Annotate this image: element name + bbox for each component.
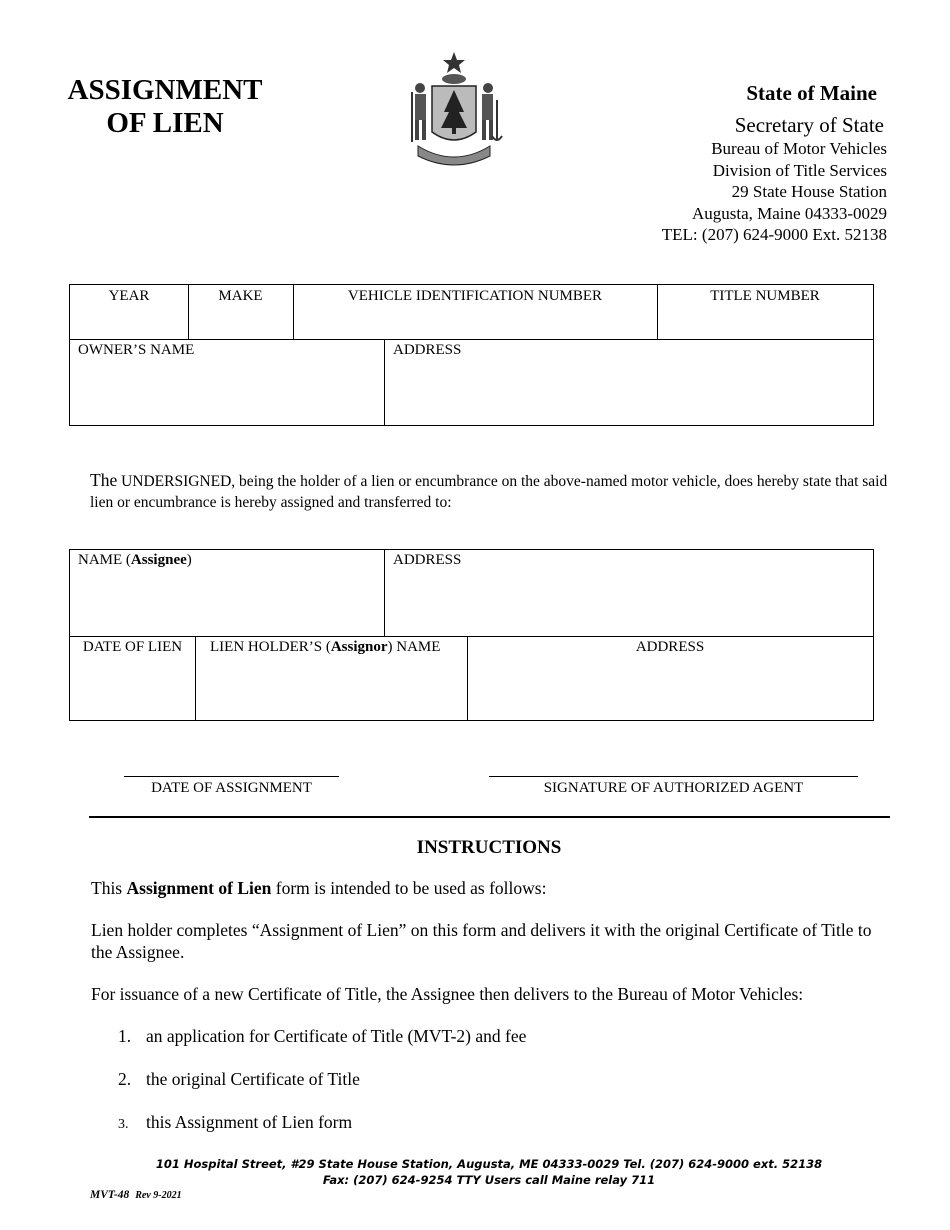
undersigned-statement xyxy=(90,470,890,513)
assignee-table xyxy=(69,549,874,721)
station-address: 29 State House Station xyxy=(731,182,887,201)
list-item xyxy=(118,1069,360,1090)
form-title-line1: ASSIGNMENT xyxy=(67,74,263,106)
assignee-table-divider xyxy=(195,636,196,720)
form-revision: Rev 9-2021 xyxy=(135,1190,182,1201)
date-of-assignment-line[interactable] xyxy=(124,776,339,777)
bureau-name: Bureau of Motor Vehicles xyxy=(711,139,887,158)
holder-name-suffix: ) NAME xyxy=(387,639,441,655)
date-of-lien-field[interactable]: DATE OF LIEN xyxy=(82,639,183,655)
list-item-text: an application for Certificate of Title (MVT-2) and fee xyxy=(146,1026,527,1046)
list-item-number: 1. xyxy=(118,1026,132,1046)
assignee-table-row-divider xyxy=(70,636,873,637)
intro-suffix: form is intended to be used as follows: xyxy=(271,878,547,898)
year-field[interactable]: YEAR xyxy=(108,288,150,304)
vin-field[interactable]: VEHICLE IDENTIFICATION NUMBER xyxy=(347,288,603,304)
lien-holder-address-field[interactable]: ADDRESS xyxy=(635,639,705,655)
signature-line[interactable] xyxy=(489,776,858,777)
instructions-intro xyxy=(91,877,881,899)
footer-line2: Fax: (207) 624-9254 TTY Users call Maine relay 711 xyxy=(322,1173,656,1187)
footer-contact xyxy=(0,1156,950,1188)
state-seal-icon xyxy=(404,50,504,174)
list-item xyxy=(118,1112,352,1133)
city-address: Augusta, Maine 04333-0029 xyxy=(691,203,887,223)
form-code xyxy=(90,1189,182,1201)
assignee-name-prefix: NAME ( xyxy=(78,552,131,568)
instructions-para2: Lien holder completes “Assignment of Lien” on this form and delivers it with the original Certificate of Title to the Assignee. xyxy=(91,920,872,962)
state-name: State of Maine xyxy=(746,81,877,105)
agency-block xyxy=(662,80,887,246)
list-item-text: this Assignment of Lien form xyxy=(146,1112,353,1132)
lien-holder-name-field[interactable] xyxy=(210,638,440,656)
list-item-number: 3. xyxy=(118,1117,129,1132)
department-name: Secretary of State xyxy=(734,113,884,137)
statement-lead: The xyxy=(90,470,118,490)
assignee-address-field[interactable]: ADDRESS xyxy=(393,552,462,568)
holder-name-prefix: LIEN HOLDER’S ( xyxy=(210,639,331,655)
holder-name-bold: Assignor xyxy=(330,639,388,655)
assignee-name-suffix: ) xyxy=(186,552,192,568)
statement-text: UNDERSIGNED, being the holder of a lien or encumbrance on the above-named motor vehicle, does hereby state that said lien or encumbrance is hereby assigned and transferred to: xyxy=(90,473,888,511)
agency-phone: TEL: (207) 624-9000 Ext. 52138 xyxy=(661,225,887,244)
assignee-table-divider xyxy=(384,550,385,636)
instructions-title: INSTRUCTIONS xyxy=(416,837,562,858)
make-field[interactable]: MAKE xyxy=(218,288,263,304)
section-divider xyxy=(89,816,890,818)
signature-label: SIGNATURE OF AUTHORIZED AGENT xyxy=(543,780,804,796)
assignee-name-field[interactable] xyxy=(78,551,192,569)
title-number-field[interactable]: TITLE NUMBER xyxy=(710,288,820,304)
instructions-para3: For issuance of a new Certificate of Title, the Assignee then delivers to the Bureau of Motor Vehicles: xyxy=(91,984,804,1004)
form-title xyxy=(60,74,270,140)
intro-prefix: This xyxy=(91,878,127,898)
form-title-line2: OF LIEN xyxy=(106,107,224,139)
intro-bold: Assignment of Lien xyxy=(126,878,272,898)
list-item-number: 2. xyxy=(118,1069,132,1089)
division-name: Division of Title Services xyxy=(712,160,887,180)
vehicle-table xyxy=(69,284,874,426)
list-item-text: the original Certificate of Title xyxy=(146,1069,360,1089)
list-item xyxy=(118,1026,526,1047)
footer-line1: 101 Hospital Street, #29 State House Station, Augusta, ME 04333-0029 Tel. (207) 624-9000 ext. 52138 xyxy=(155,1157,823,1171)
vehicle-table-divider xyxy=(384,339,385,425)
owners-name-field[interactable]: OWNER’S NAME xyxy=(78,342,195,358)
assignee-name-bold: Assignee xyxy=(130,552,187,568)
vehicle-table-row-divider xyxy=(70,339,873,340)
date-of-assignment-label: DATE OF ASSIGNMENT xyxy=(151,780,312,796)
form-number: MVT-48 xyxy=(90,1189,130,1201)
owner-address-field[interactable]: ADDRESS xyxy=(393,342,462,358)
